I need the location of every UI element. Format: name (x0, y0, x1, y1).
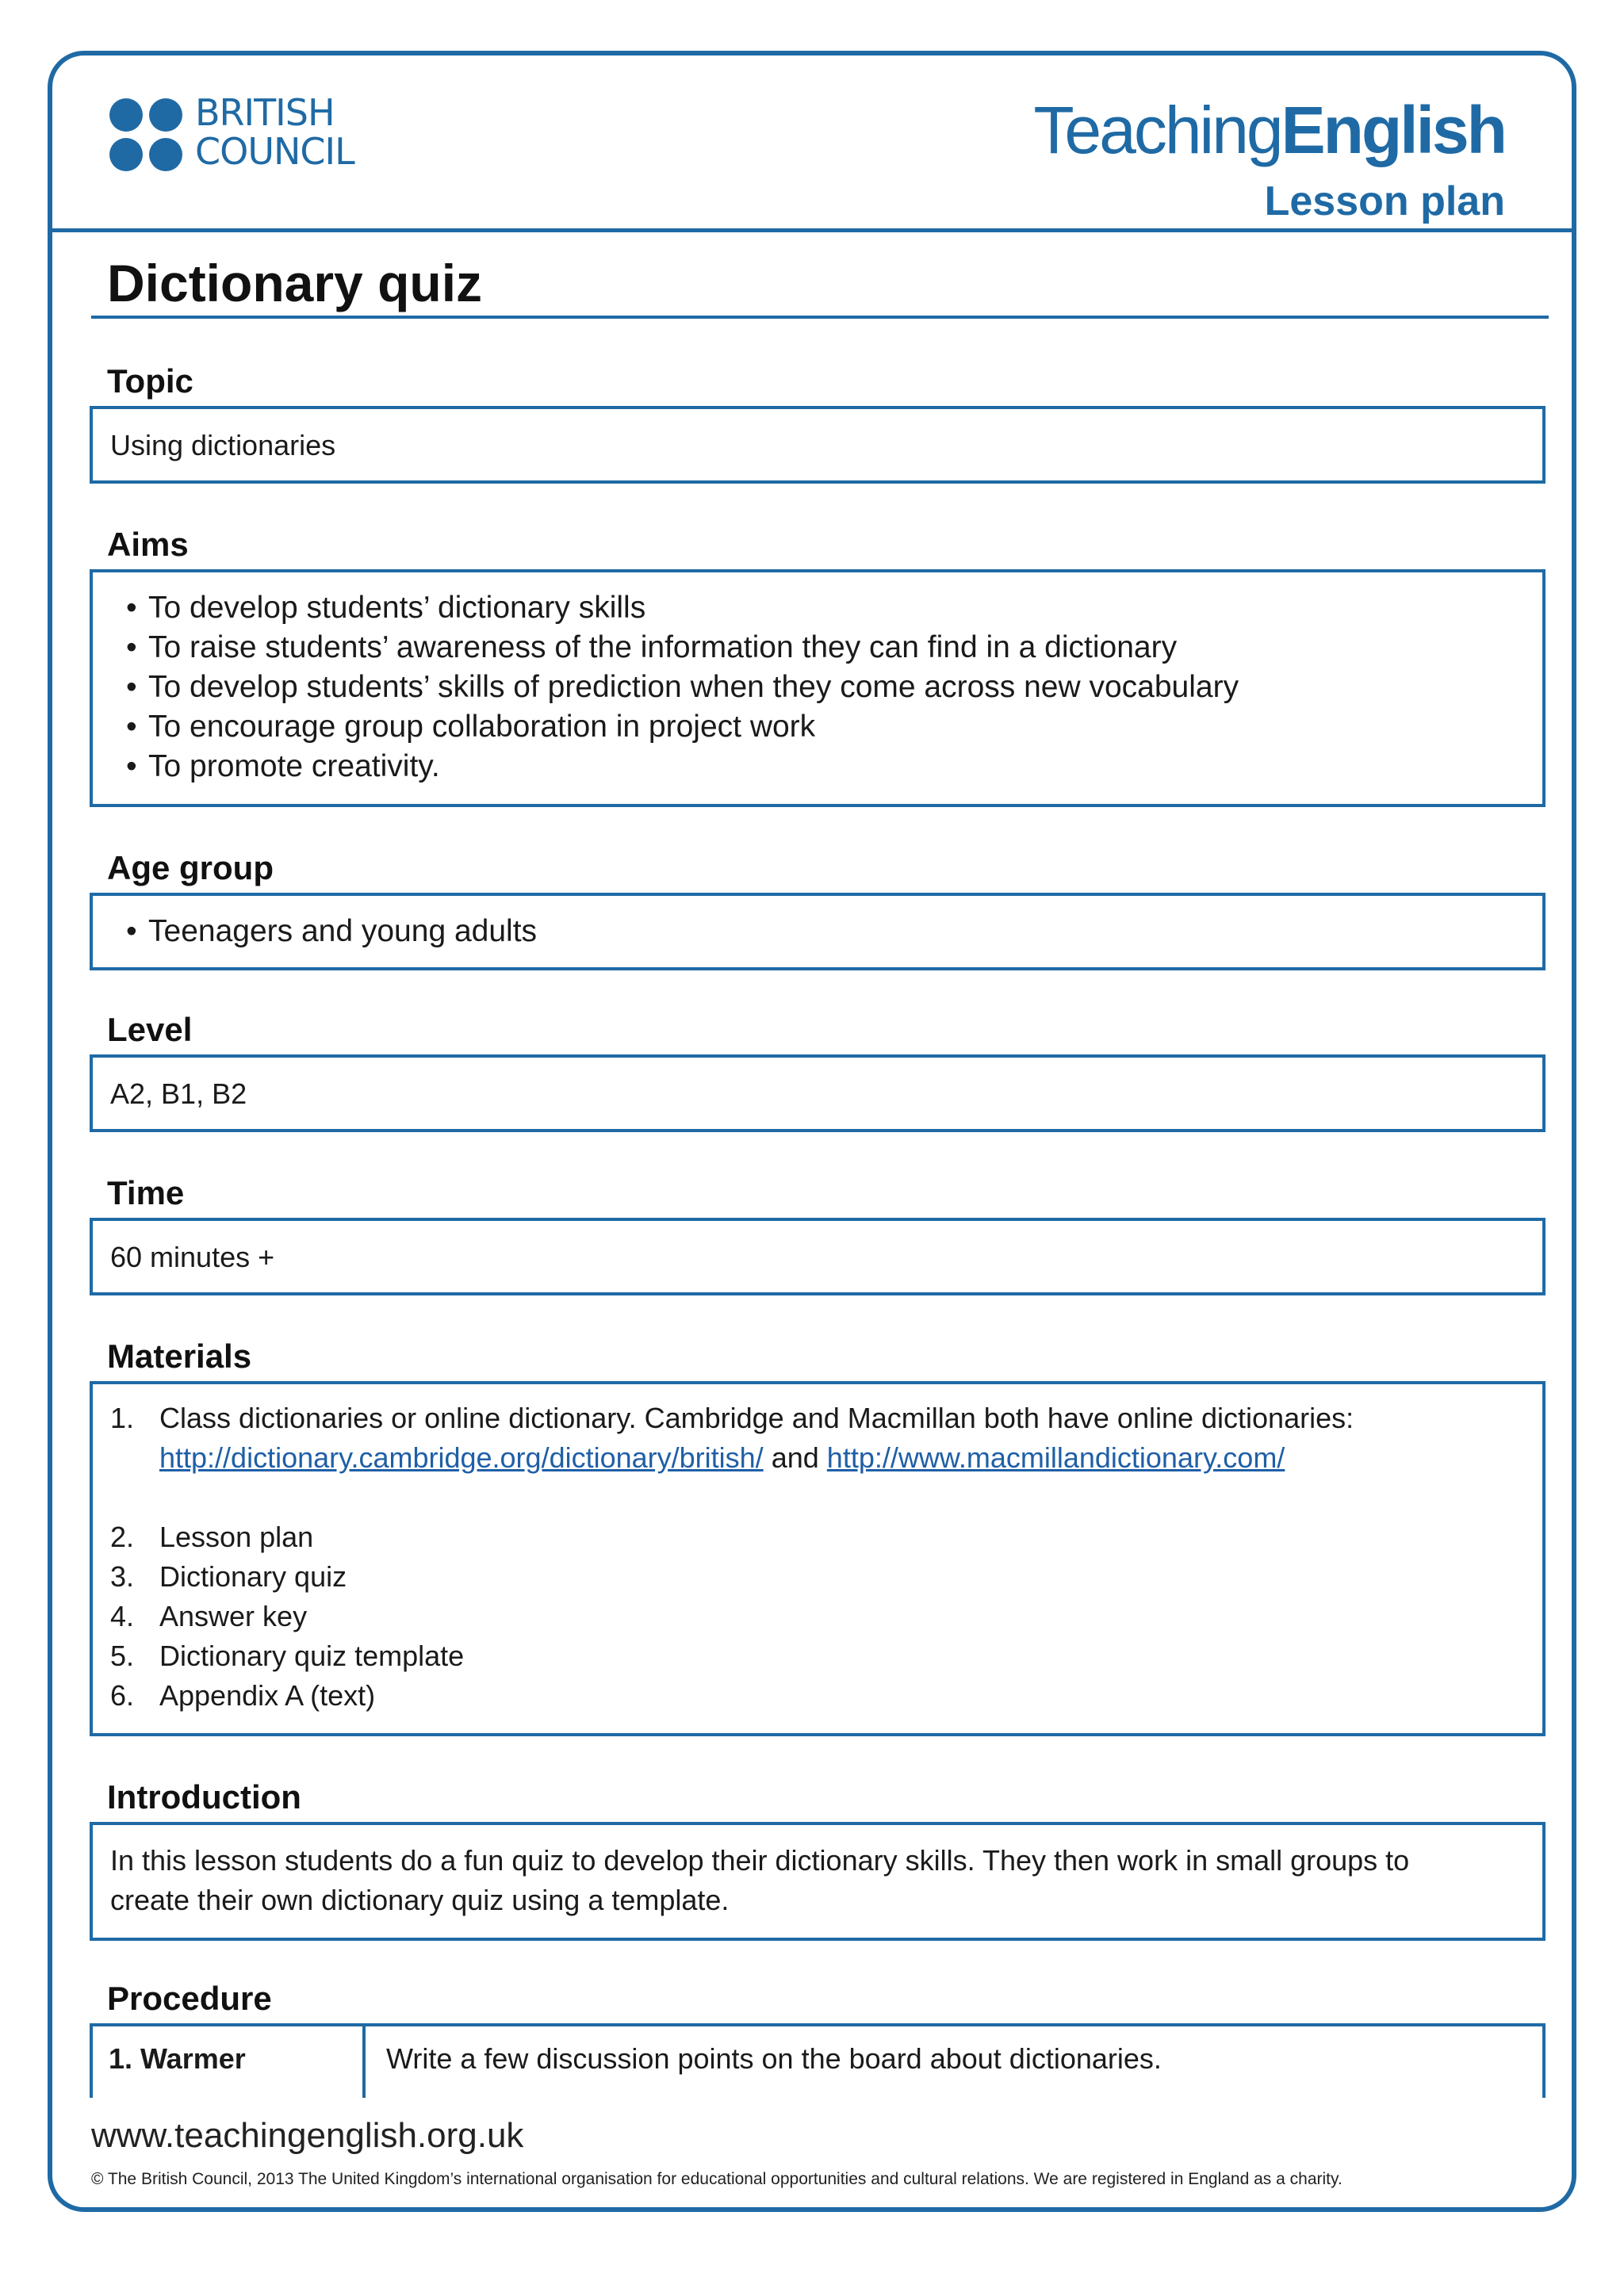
procedure-step-cell (93, 2026, 366, 2098)
list-item-text: Dictionary quiz (159, 1560, 347, 1593)
link-joiner: and (771, 1441, 819, 1474)
list-number: 1. (110, 1402, 135, 1434)
level-heading: Level (107, 1011, 193, 1048)
topic-text: Using dictionaries (110, 429, 336, 461)
list-item (110, 1399, 1354, 1478)
teaching-english-brand (1033, 93, 1505, 167)
logo-dots-icon (109, 98, 184, 173)
macmillan-dictionary-link[interactable]: http://www.macmillandictionary.com/ (826, 1441, 1285, 1474)
topic-box (90, 406, 1545, 484)
list-item: • To promote creativity. (126, 747, 1239, 786)
procedure-heading: Procedure (107, 1980, 272, 2017)
materials-list (110, 1399, 1354, 1716)
introduction-line-1: In this lesson students do a fun quiz to develop their dictionary skills. They then work in small groups to (110, 1844, 1410, 1877)
materials-heading: Materials (107, 1337, 252, 1375)
time-text: 60 minutes + (110, 1241, 275, 1273)
list-number: 5. (110, 1640, 135, 1672)
logo-wordmark (195, 91, 433, 173)
procedure-table (90, 2023, 1545, 2098)
level-box (90, 1054, 1545, 1132)
list-number: 2. (110, 1521, 135, 1553)
title-divider (91, 316, 1549, 319)
introduction-box (90, 1822, 1545, 1941)
age-group-heading: Age group (107, 849, 274, 886)
list-item-text: Answer key (159, 1600, 308, 1632)
introduction-line-2: create their own dictionary quiz using a template. (110, 1884, 730, 1916)
aims-box (90, 569, 1545, 807)
list-number: 3. (110, 1560, 135, 1593)
list-item: • To raise students’ awareness of the information they can find in a dictionary (126, 628, 1239, 668)
topic-heading: Topic (107, 362, 193, 400)
time-heading: Time (107, 1174, 185, 1211)
list-number: 6. (110, 1679, 135, 1712)
list-item-text: Dictionary quiz template (159, 1640, 465, 1672)
aims-list (126, 588, 1239, 786)
header-divider (48, 228, 1576, 232)
list-item: • To develop students’ skills of prediction when they come across new vocabulary (126, 668, 1239, 707)
list-item: • To develop students’ dictionary skills (126, 588, 1239, 628)
list-item (110, 1557, 1354, 1597)
list-item (110, 1636, 1354, 1676)
list-item (110, 1517, 1354, 1557)
list-item: • To encourage group collaboration in project work (126, 707, 1239, 747)
footer-copyright: © The British Council, 2013 The United Kingdom’s international organisation for educational opportunities and cultural relations. We are registered in England as a charity. (91, 2170, 1342, 2188)
list-item-text: Lesson plan (159, 1521, 314, 1553)
logo-line-1: BRITISH (195, 91, 335, 134)
list-spacer (110, 1478, 1354, 1517)
age-group-list (126, 912, 537, 951)
time-box (90, 1218, 1545, 1295)
brand-bold: English (1281, 93, 1505, 167)
brand-light: Teaching (1033, 93, 1281, 167)
introduction-text (110, 1841, 1409, 1920)
doc-type-label: Lesson plan (1264, 178, 1505, 224)
list-item-text: Appendix A (text) (159, 1679, 376, 1712)
level-text: A2, B1, B2 (110, 1077, 247, 1110)
procedure-step-label: 1. Warmer (109, 2042, 246, 2075)
cambridge-dictionary-link[interactable]: http://dictionary.cambridge.org/dictionary/british/ (159, 1441, 764, 1474)
procedure-step-text: Write a few discussion points on the board about dictionaries. (386, 2042, 1162, 2075)
list-item: • Teenagers and young adults (126, 912, 537, 951)
age-group-box (90, 893, 1545, 970)
list-number: 4. (110, 1600, 135, 1632)
aims-heading: Aims (107, 526, 189, 563)
list-item (110, 1597, 1354, 1636)
page-title: Dictionary quiz (107, 254, 483, 312)
materials-box (90, 1381, 1545, 1736)
list-item (110, 1676, 1354, 1716)
introduction-heading: Introduction (107, 1778, 301, 1816)
logo-line-2: COUNCIL (195, 130, 354, 173)
footer-url[interactable]: www.teachingenglish.org.uk (91, 2116, 524, 2155)
materials-item-1-text: Class dictionaries or online dictionary. Cambridge and Macmillan both have online dictionaries: (159, 1402, 1354, 1434)
